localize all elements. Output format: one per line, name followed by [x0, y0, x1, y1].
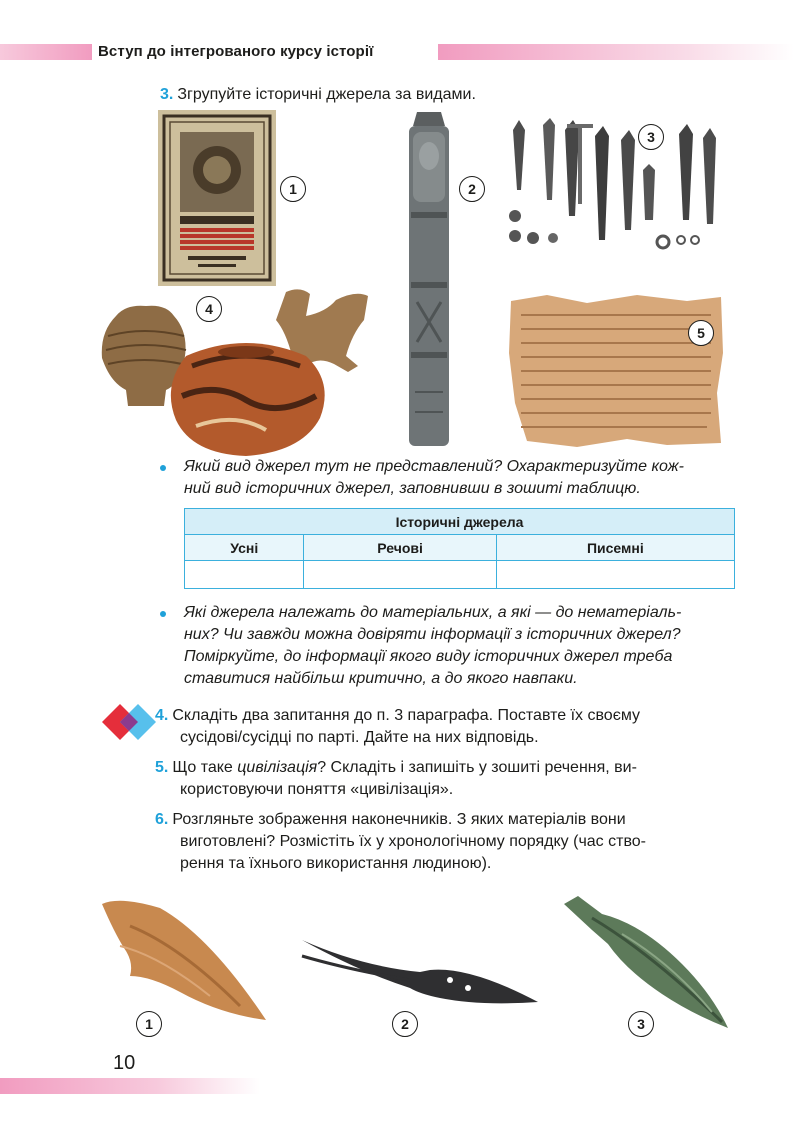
header-bar-right — [438, 44, 794, 60]
task-4-line-1 — [155, 705, 640, 727]
task-5-before: Що таке — [172, 759, 238, 776]
bullet-dot-2 — [160, 611, 166, 617]
bullet-1-line-2: ний вид історичних джерел, заповнивши в зошиті таблицю. — [184, 480, 641, 497]
page-number: 10 — [113, 1052, 136, 1074]
figure-label-1: 1 — [280, 176, 306, 202]
task-5-number: 5. — [155, 759, 169, 776]
arrow-label-2: 2 — [392, 1011, 418, 1037]
task-6-line-3: рення та їхнього використання людиною). — [180, 855, 492, 872]
bullet-2-line-2: них? Чи завжди можна довіряти інформації з історичних джерел? — [184, 626, 681, 643]
task-3-number: 3. — [160, 86, 174, 103]
source-image-manuscript — [507, 293, 727, 449]
bullet-2-line-1: Які джерела належать до матеріальних, а які — до нематеріаль- — [184, 604, 682, 621]
bullet-dot-1 — [160, 465, 166, 471]
table-col-material: Речові — [304, 535, 496, 561]
arrowhead-stone-image — [100, 896, 270, 1026]
task-5-line-1 — [155, 757, 637, 779]
task-4-number: 4. — [155, 707, 169, 724]
task-5-after: ? Складіть і запишіть у зошиті речення, ви- — [317, 759, 637, 776]
figure-label-4: 4 — [196, 296, 222, 322]
table-col-written: Писемні — [496, 535, 734, 561]
figure-label-3: 3 — [638, 124, 664, 150]
arrowhead-iron-image — [300, 936, 540, 1016]
source-image-book — [158, 110, 276, 286]
task-4-text: Складіть два запитання до п. 3 параграфа. Поставте їх своєму — [172, 707, 641, 724]
pair-work-icon — [100, 700, 158, 744]
source-image-weapons — [503, 120, 735, 256]
table-cell-empty — [496, 561, 734, 589]
figure-label-5: 5 — [688, 320, 714, 346]
source-image-pottery — [96, 286, 388, 458]
task-5-line-2: користовуючи поняття «цивілізація». — [180, 781, 454, 798]
header-bar-left — [0, 44, 92, 60]
footer-bar — [0, 1078, 260, 1094]
table-title: Історичні джерела — [185, 509, 735, 535]
sources-table — [184, 508, 735, 589]
task-6-number: 6. — [155, 811, 169, 828]
arrow-label-1: 1 — [136, 1011, 162, 1037]
figure-label-2: 2 — [459, 176, 485, 202]
source-image-stone-idol — [403, 112, 455, 448]
task-3 — [160, 84, 476, 106]
task-6-line-1 — [155, 809, 626, 831]
page-header-title: Вступ до інтегрованого курсу історії — [98, 43, 374, 60]
arrow-label-3: 3 — [628, 1011, 654, 1037]
task-3-text: Згрупуйте історичні джерела за видами. — [177, 86, 476, 103]
bullet-2-line-3: Поміркуйте, до інформації якого виду історичних джерел треба — [184, 648, 673, 665]
task-5-term: цивілізація — [237, 759, 318, 776]
bullet-1-line-1: Який вид джерел тут не представлений? Охарактеризуйте кож- — [184, 458, 684, 475]
table-col-oral: Усні — [185, 535, 304, 561]
task-6-line-2: виготовлені? Розмістіть їх у хронологічному порядку (час ство- — [180, 833, 646, 850]
bullet-2-line-4: ставитися найбільш критично, а до якого навпаки. — [184, 670, 578, 687]
table-cell-empty — [185, 561, 304, 589]
task-4-line-2: сусідові/сусідці по парті. Дайте на них відповідь. — [180, 729, 539, 746]
task-6-text: Розгляньте зображення наконечників. З яких матеріалів вони — [172, 811, 626, 828]
table-cell-empty — [304, 561, 496, 589]
